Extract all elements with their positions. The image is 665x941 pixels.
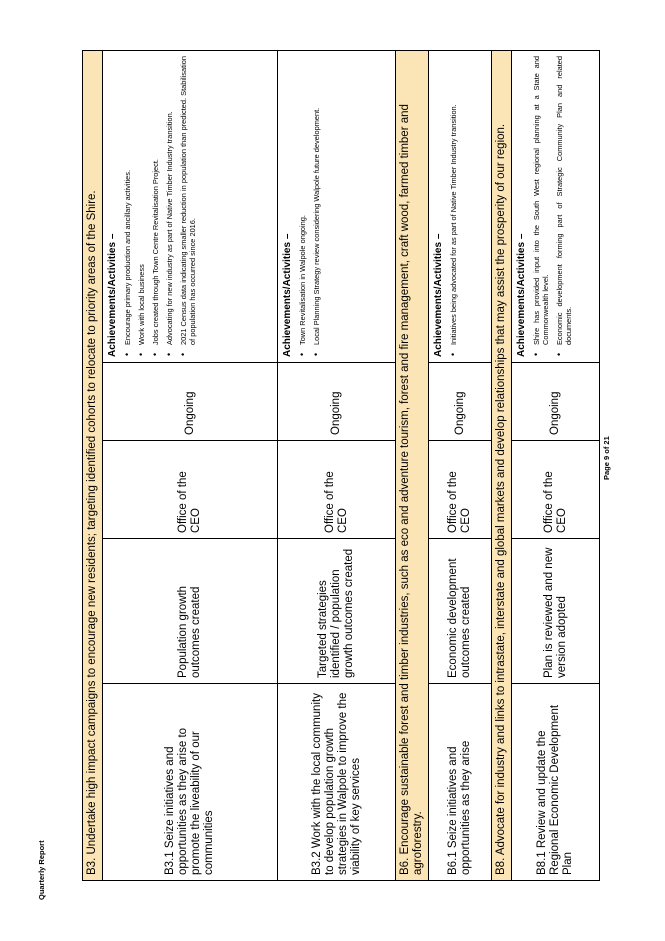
rotated-report-page	[82, 51, 637, 881]
table-row	[429, 50, 492, 880]
responsibility-cell: Office of the CEO	[278, 441, 396, 539]
strategy-cell: B3.1 Seize initiatives and opportunities as they arise to promote the liveability of our communities	[103, 684, 278, 881]
strategy-cell: B3.2 Work with the local community to develop population growth strategies in Walpole to improve the viability of key services	[278, 684, 396, 881]
measure-cell: Targeted strategies identified / population growth outcomes created	[278, 539, 396, 684]
section-heading-row	[492, 50, 512, 880]
measure-cell: Economic development outcomes created	[429, 539, 492, 684]
status-cell: Ongoing	[103, 363, 278, 441]
achievements-list	[298, 56, 321, 357]
achievements-cell	[429, 50, 492, 362]
achievement-item: • Economic development forming part of Strategic Community Plan and related documents.	[555, 56, 573, 345]
status-cell: Ongoing	[512, 363, 600, 441]
footer-report-name: Quarterly Report	[37, 840, 46, 900]
achievements-cell	[103, 50, 278, 362]
status-cell: Ongoing	[278, 363, 396, 441]
achievement-item: • Advocating for new industry as part of Native Timber Industry transition.	[165, 56, 174, 345]
status-cell: Ongoing	[429, 363, 492, 441]
achievements-list	[123, 56, 197, 357]
measure-cell: Plan is reviewed and new version adopted	[512, 539, 600, 684]
section-heading: B3. Undertake high impact campaigns to encourage new residents; targeting identified cohorts to relocate to priority areas of the Shire.	[83, 50, 103, 880]
measure-cell: Population growth outcomes created	[103, 539, 278, 684]
table-row	[103, 50, 278, 880]
footer-page-number: Page 9 of 21	[602, 436, 611, 480]
responsibility-cell: Office of the CEO	[512, 441, 600, 539]
achievements-list	[532, 56, 573, 357]
table-row	[512, 50, 600, 880]
section-heading: B6. Encourage sustainable forest and timber industries, such as eco and adventure tourism, forest and fire management, craft wood, farmed timber and agroforestry.	[396, 50, 429, 880]
achievement-item: • Shire has provided input into the South West regional planning at a State and Commonwealth level.	[532, 56, 550, 345]
achievement-item: • Town Revitalisation in Walpole ongoing.	[298, 56, 307, 345]
section-heading: B8. Advocate for industry and links to intrastate, interstate and global markets and develop relationships that may assist the prosperity of our region.	[492, 50, 512, 880]
achievement-item: • Encourage primary production and ancillary activities.	[123, 56, 132, 345]
strategy-cell: B8.1 Review and update the Regional Economic Development Plan	[512, 684, 600, 881]
strategy-cell: B6.1 Seize initiatives and opportunities as they arise	[429, 684, 492, 881]
achievements-title: Achievements/Activities –	[282, 233, 293, 357]
responsibility-cell: Office of the CEO	[103, 441, 278, 539]
section-heading-row	[83, 50, 103, 880]
achievements-list	[449, 56, 458, 357]
achievement-item: • Local Planning Strategy review considering Walpole future development.	[312, 56, 321, 345]
achievements-title: Achievements/Activities –	[516, 233, 527, 357]
strategy-table	[82, 50, 600, 881]
achievements-cell	[512, 50, 600, 362]
achievement-item: • Jobs created through Town Centre Revitalisation Project.	[151, 56, 160, 345]
section-heading-row	[396, 50, 429, 880]
responsibility-cell: Office of the CEO	[429, 441, 492, 539]
achievement-item: • 2021 Census data indicating smaller reduction in population than predicted. Stabilisation of population has occurred since 2016.	[179, 56, 197, 345]
achievements-cell	[278, 50, 396, 362]
achievement-item: • Work with local business	[137, 56, 146, 345]
achievements-title: Achievements/Activities –	[433, 233, 444, 357]
achievement-item: • Initiatives being advocated for as part of Native Timber Industry transition.	[449, 56, 458, 345]
table-row	[278, 50, 396, 880]
strategy-table-body	[83, 50, 600, 880]
achievements-title: Achievements/Activities –	[107, 233, 118, 357]
